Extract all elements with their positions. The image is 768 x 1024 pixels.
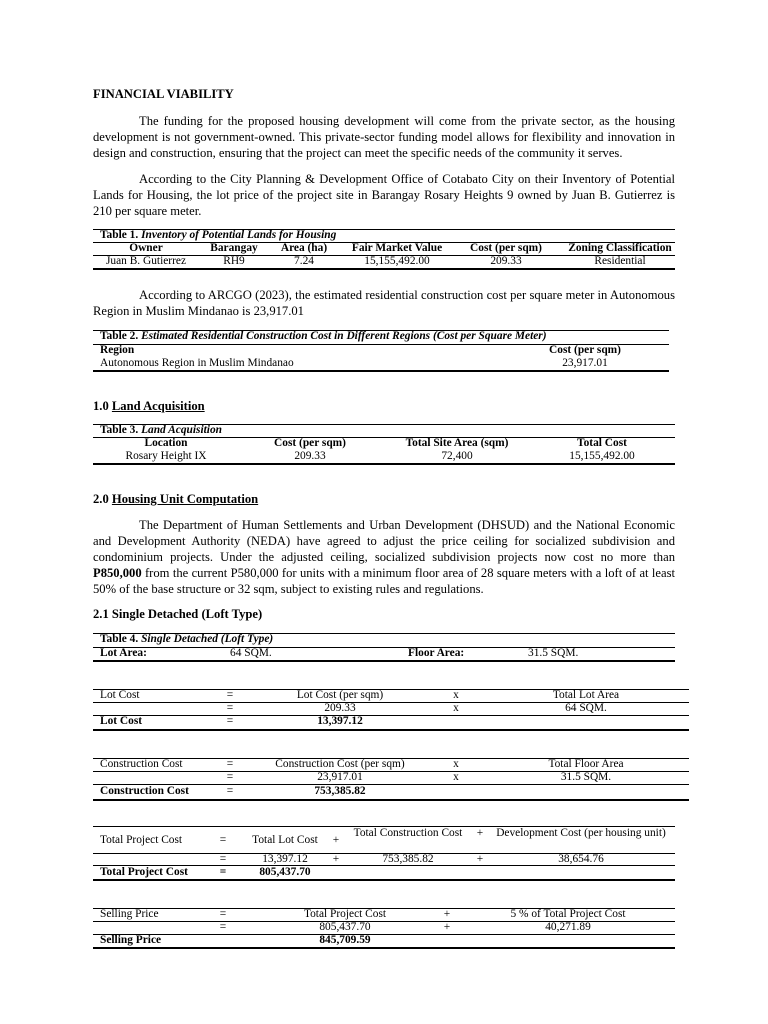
paragraph-construction-cost: According to ARCGO (2023), the estimated residential construction cost per square meter in Autonomous Region in Muslim Mindanao is 23,917.01 <box>93 288 675 318</box>
computation-label: Total Project Cost <box>100 834 183 846</box>
result-value: 805,437.70 <box>259 866 311 878</box>
table-cell: Residential <box>594 255 646 267</box>
computation-value: 13,397.12 <box>262 853 308 865</box>
page-title: FINANCIAL VIABILITY <box>93 87 234 101</box>
result-value: 13,397.12 <box>317 715 363 727</box>
table-cell: Autonomous Region in Muslim Mindanao <box>100 357 294 369</box>
equals-sign: = <box>226 758 234 770</box>
section-heading-housing-unit: 2.0 Housing Unit Computation <box>93 492 259 506</box>
computation-term: 5 % of Total Project Cost <box>510 908 626 920</box>
computation-value: 40,271.89 <box>545 921 591 933</box>
table-header-cell: Cost (per sqm) <box>470 242 542 254</box>
computation-term: Construction Cost (per sqm) <box>275 758 405 770</box>
table-header-cell: Region <box>100 344 135 356</box>
table-header-cell: Cost (per sqm) <box>274 437 346 449</box>
table-cell: 7.24 <box>294 255 314 267</box>
computation-term: Development Cost (per housing unit) <box>496 827 666 839</box>
table-cell: 23,917.01 <box>562 357 608 369</box>
computation-term: Total Floor Area <box>548 758 624 770</box>
operator-sign: + <box>332 853 340 865</box>
lot-area-value: 64 SQM. <box>230 647 272 659</box>
computation-value: 38,654.76 <box>558 853 604 865</box>
computation-value: 23,917.01 <box>317 771 363 783</box>
equals-sign: = <box>219 908 227 920</box>
table-header-cell: Zoning Classification <box>568 242 672 254</box>
result-label: Lot Cost <box>100 715 143 727</box>
computation-term: Total Lot Area <box>552 689 620 701</box>
operator-sign: + <box>443 908 451 920</box>
equals-sign: = <box>219 866 227 878</box>
table-header-cell: Cost (per sqm) <box>549 344 621 356</box>
equals-sign: = <box>226 785 234 797</box>
table-header-cell: Location <box>144 437 188 449</box>
table-cell: Juan B. Gutierrez <box>105 255 187 267</box>
result-label: Construction Cost <box>100 785 189 797</box>
computation-value: 209.33 <box>324 702 356 714</box>
table-header-cell: Barangay <box>210 242 258 254</box>
result-value: 753,385.82 <box>314 785 366 797</box>
floor-area-label: Floor Area: <box>408 647 465 659</box>
equals-sign: = <box>226 702 234 714</box>
paragraph-price-ceiling: The Department of Human Settlements and Urban Development (DHSUD) and the National Economic and Development Authority (NEDA) have agreed to adjust the price ceiling for socialized subdivision and condominium projects. Under the adjusted ceiling, socialized subdivision projects now cost no more than P850,000 from the current P580,000 for units with a minimum floor area of 28 square meters with a loft of at least 50% of the base structure or 32 sqm, subject to existing rules and regulations. <box>93 518 675 596</box>
computation-term: Total Project Cost <box>303 908 387 920</box>
table-4-caption: Table 4. Single Detached (Loft Type) <box>100 633 274 645</box>
paragraph-lot-price: According to the City Planning & Development Office of Cotabato City on their Inventory of Potential Lands for Housing, the lot price of the project site in Barangay Rosary Heights 9 owned by Juan B. Gutierrez is 210 per square meter. <box>93 172 675 218</box>
operator-sign: + <box>476 827 484 839</box>
table-cell: 72,400 <box>441 450 473 462</box>
computation-term: Total Lot Cost <box>252 834 318 846</box>
computation-term: Lot Cost (per sqm) <box>296 689 384 701</box>
lot-area-label: Lot Area: <box>100 647 147 659</box>
computation-value: 31.5 SQM. <box>560 771 612 783</box>
result-label: Total Project Cost <box>100 866 188 878</box>
table-1-caption: Table 1. Inventory of Potential Lands for Housing <box>100 229 337 241</box>
table-cell: Rosary Height IX <box>125 450 207 462</box>
operator-sign: x <box>453 689 459 701</box>
equals-sign: = <box>219 853 227 865</box>
table-header-cell: Total Cost <box>577 437 627 449</box>
table-2-caption: Table 2. Estimated Residential Construction Cost in Different Regions (Cost per Square Meter) <box>100 330 547 342</box>
operator-sign: x <box>453 702 459 714</box>
operator-sign: x <box>453 771 459 783</box>
operator-sign: + <box>332 834 340 846</box>
table-header-cell: Total Site Area (sqm) <box>405 437 509 449</box>
result-value: 845,709.59 <box>319 934 371 946</box>
equals-sign: = <box>226 771 234 783</box>
computation-label: Lot Cost <box>100 689 140 701</box>
computation-label: Selling Price <box>100 908 159 920</box>
equals-sign: = <box>226 715 234 727</box>
table-cell: 209.33 <box>490 255 522 267</box>
table-header-cell: Owner <box>129 242 163 254</box>
table-cell: RH9 <box>223 255 245 267</box>
floor-area-value: 31.5 SQM. <box>528 647 579 659</box>
computation-value: 753,385.82 <box>382 853 434 865</box>
section-heading-single-detached: 2.1 Single Detached (Loft Type) <box>93 607 263 621</box>
computation-value: 64 SQM. <box>565 702 607 714</box>
equals-sign: = <box>219 921 227 933</box>
computation-term: Total Construction Cost <box>353 827 463 839</box>
table-cell: 209.33 <box>294 450 326 462</box>
paragraph-funding: The funding for the proposed housing development will come from the private sector, as the housing development is not government-owned. This private-sector funding model allows for flexibility and innovation in design and construction, ensuring that the project can meet the specific needs of the community it serves. <box>93 114 675 160</box>
operator-sign: + <box>476 853 484 865</box>
table-header-cell: Fair Market Value <box>351 242 443 254</box>
operator-sign: x <box>453 758 459 770</box>
table-header-cell: Area (ha) <box>280 242 328 254</box>
computation-label: Construction Cost <box>100 758 183 770</box>
result-label: Selling Price <box>100 934 162 946</box>
table-cell: 15,155,492.00 <box>364 255 430 267</box>
table-3-caption: Table 3. Land Acquisition <box>100 424 222 436</box>
computation-value: 805,437.70 <box>319 921 371 933</box>
equals-sign: = <box>226 689 234 701</box>
section-heading-land-acquisition: 1.0 Land Acquisition <box>93 399 205 413</box>
equals-sign: = <box>219 834 227 846</box>
operator-sign: + <box>443 921 451 933</box>
table-cell: 15,155,492.00 <box>569 450 635 462</box>
